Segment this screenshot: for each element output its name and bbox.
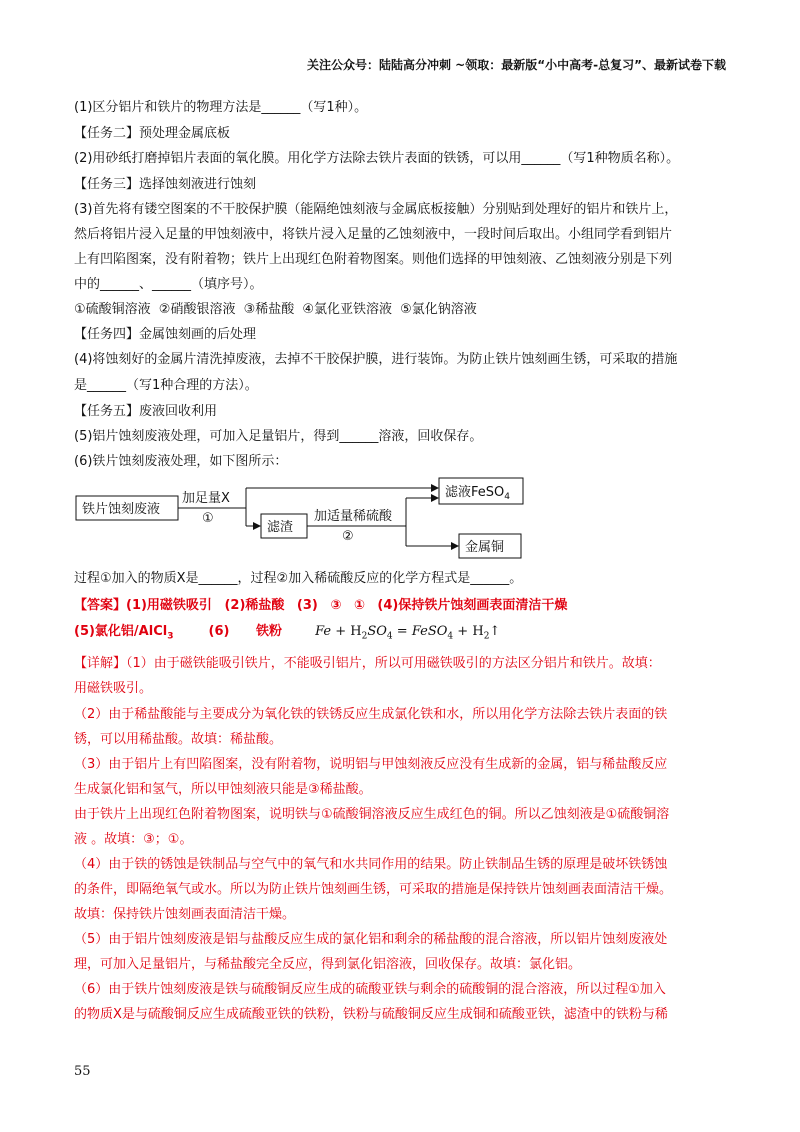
task-3-title: 【任务三】选择蚀刻液进行蚀刻 (74, 177, 257, 192)
question-3-options: ①硫酸铜溶液 ②硝酸银溶液 ③稀盐酸 ④氯化亚铁溶液 ⑤氯化钠溶液 (74, 302, 477, 317)
question-2: (2)用砂纸打磨掉铝片表面的氧化膜。用化学方法除去铁片表面的铁锈，可以用______（写1种物质名称）。 (74, 151, 680, 166)
question-3-line-4: 中的______、______（填序号）。 (74, 277, 263, 292)
answer-line-2 (74, 622, 730, 647)
answer-line-1: 【答案】(1)用磁铁吸引 (2)稀盐酸 (3) ③ ① (4)保持铁片蚀刻画表面清洁干燥 (74, 598, 568, 613)
detail-line: 锈，可以用稀盐酸。故填：稀盐酸。 (74, 732, 283, 747)
answer-5: (5)氯化铝/AlCl$_3$ (74, 624, 174, 642)
label-add-x: 加足量X (182, 491, 230, 506)
question-4-line-1: (4)将蚀刻好的金属片清洗掉废液，去掉不干胶保护膜，进行装饰。为防止铁片蚀刻画生锈，可采取的措施 (74, 352, 678, 367)
box-residue-label: 滤渣 (267, 520, 294, 535)
process-flow-diagram (74, 476, 554, 562)
box-filtrate-label: 滤液FeSO$_4$ (445, 485, 510, 502)
answer-6: (6) 铁粉 (208, 624, 282, 639)
page-header: 关注公众号：陆陆高分冲刺 ~领取：最新版“小中高考-总复习”、最新试卷下载 (307, 58, 726, 72)
question-3-line-2: 然后将铝片浸入足量的甲蚀刻液中，将铁片浸入足量的乙蚀刻液中，一段时间后取出。小组同学看到铝片 (74, 227, 673, 242)
question-3-line-3: 上有凹陷图案，没有附着物；铁片上出现红色附着物图案。则他们选择的甲蚀刻液、乙蚀刻液分别是下列 (74, 252, 673, 267)
detail-line: 生成氯化铝和氢气，所以甲蚀刻液只能是③稀盐酸。 (74, 782, 372, 797)
question-5: (5)铝片蚀刻废液处理，可加入足量铝片，得到______溶液，回收保存。 (74, 429, 483, 444)
detail-line: 理，可加入足量铝片，与稀盐酸完全反应，得到氯化铝溶液，回收保存。故填：氯化铝。 (74, 957, 582, 972)
detail-line: 【详解】（1）由于磁铁能吸引铁片，不能吸引铝片，所以可用磁铁吸引的方法区分铝片和铁片。故填： (74, 656, 661, 671)
detail-line: （4）由于铁的锈蚀是铁制品与空气中的氧气和水共同作用的结果。防止铁制品生锈的原理是破坏铁锈蚀 (74, 857, 668, 872)
question-6-tail: 过程①加入的物质X是______，过程②加入稀硫酸反应的化学方程式是______。 (74, 571, 523, 586)
box-copper-label: 金属铜 (465, 540, 505, 555)
question-4-line-2: 是______（写1种合理的方法）。 (74, 378, 258, 393)
page-number: 55 (74, 1064, 91, 1079)
task-2-title: 【任务二】预处理金属底板 (74, 126, 231, 141)
detail-line: 液 。故填：③；①。 (74, 832, 193, 847)
chemical-equation: $Fe + H_2SO_4$ = FeSO$_4$ + $H_2↑$ (315, 624, 501, 642)
label-step-2: ② (342, 529, 354, 544)
detail-line: 的物质X是与硫酸铜反应生成硫酸亚铁的铁粉，铁粉与硫酸铜反应生成铜和硫酸亚铁，滤渣中的铁粉与稀 (74, 1007, 668, 1022)
detail-line: （3）由于铝片上有凹陷图案，没有附着物，说明铝与甲蚀刻液反应没有生成新的金属，铝与稀盐酸反应 (74, 757, 668, 772)
question-6: (6)铁片蚀刻废液处理，如下图所示： (74, 454, 288, 469)
question-3-line-1: (3)首先将有镂空图案的不干胶保护膜（能隔绝蚀刻液与金属底板接触）分别贴到处理好的铝片和铁片上， (74, 202, 678, 217)
label-step-1: ① (202, 511, 214, 526)
detail-line: （2）由于稀盐酸能与主要成分为氧化铁的铁锈反应生成氯化铁和水，所以用化学方法除去铁片表面的铁 (74, 707, 668, 722)
label-acid: 加适量稀硫酸 (314, 509, 393, 524)
detail-line: 故填：保持铁片蚀刻画表面清洁干燥。 (74, 907, 296, 922)
task-5-title: 【任务五】废液回收利用 (74, 404, 218, 419)
question-1: (1)区分铝片和铁片的物理方法是______（写1种）。 (74, 100, 368, 115)
detail-line: 用磁铁吸引。 (74, 681, 153, 696)
task-4-title: 【任务四】金属蚀刻画的后处理 (74, 327, 257, 342)
box-waste-label: 铁片蚀刻废液 (82, 502, 161, 517)
detail-line: （6）由于铁片蚀刻废液是铁与硫酸铜反应生成的硫酸亚铁与剩余的硫酸铜的混合溶液，所以过程①加入 (74, 982, 666, 997)
detail-line: 由于铁片上出现红色附着物图案，说明铁与①硫酸铜溶液反应生成红色的铜。所以乙蚀刻液是①硫酸铜溶 (74, 807, 670, 822)
detail-line: 的条件，即隔绝氧气或水。所以为防止铁片蚀刻画生锈，可采取的措施是保持铁片蚀刻画表面清洁干燥。 (74, 882, 673, 897)
detail-line: （5）由于铝片蚀刻废液是铝与盐酸反应生成的氯化铝和剩余的稀盐酸的混合溶液，所以铝片蚀刻废液处 (74, 932, 668, 947)
